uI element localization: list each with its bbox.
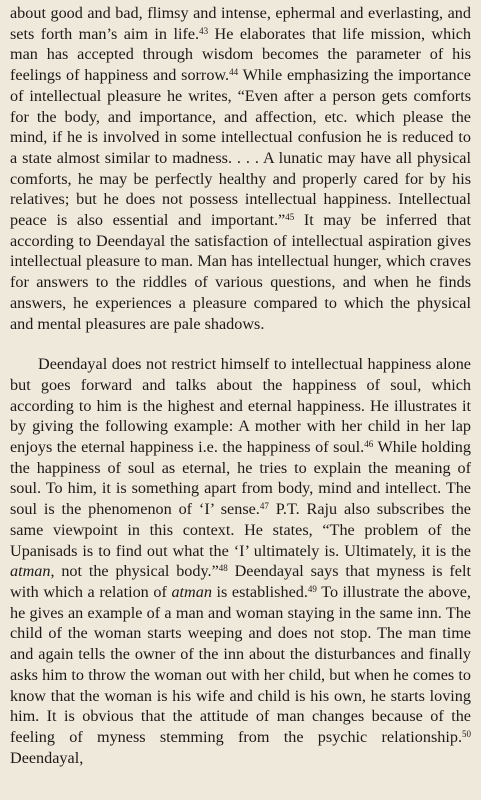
footnote-ref: 45	[285, 212, 295, 223]
text-run: While emphasizing the importance of intellectual pleasure he writes, “Even after a person gets comforts for the body, and importance, and affection, etc. which please the mind, if he is involved in some intellectual confusion he is reduced to a state almost similar to madness. . . . A lunatic may have all physical comforts, he may be perfectly healthy and properly cared for by his relatives; but he does not possess intellectual happiness. Intellectual peace is also essential and important.”	[10, 66, 471, 230]
text-run: is established.	[211, 582, 308, 601]
footnote-ref: 44	[229, 67, 239, 78]
text-run: about good and bad, flimsy and intense, ephermal and everlasting, and sets forth man’s aim in life.	[10, 4, 471, 43]
paragraph-intellectual-happiness	[10, 3, 471, 334]
text-run: It may be inferred that according to Deendayal the satisfaction of intellectual aspiration gives intellectual pleasure to man. Man has intellectual hunger, which craves for answers to the riddles of various questions, and when he finds answers, he experiences a pleasure compared to which the physical and mental pleasures are pale shadows.	[10, 211, 471, 333]
text-run: He elaborates that life mission, which man has accepted through wisdom becomes the parameter of his feelings of happiness and sorrow.	[10, 24, 471, 85]
text-run: P.T. Raju also subscribes the same viewpoint in this context. He states, “The problem of the Upanisads is to find out what the ‘I’ ultimately is. Ultimately, it is the	[10, 500, 471, 560]
text-run: Deendayal,	[10, 748, 84, 767]
text-run: Deendayal says that myness is felt with which a relation of	[10, 562, 471, 601]
text-run: To illustrate the above, he gives an example of a man and woman staying in the same inn. The child of the woman starts weeping and does not stop. The man time and again tells the owner of the inn about the disturbances and finally asks him to throw the woman out with her child, but when he comes to know that the woman is his wife and child is his own, he starts loving him. It is obvious that the attitude of man changes because of the feeling of myness stemming from the psychic relationship.	[10, 582, 471, 746]
footnote-ref: 43	[199, 25, 209, 36]
footnote-ref: 49	[307, 583, 317, 594]
italic-term: atman	[10, 562, 51, 581]
text-run: , not the physical body.”	[50, 562, 219, 581]
text-run: While holding the happiness of soul as eternal, he tries to explain the meaning of soul. To him, it is something apart from body, mind and intellect. The soul is the phenomenon of ‘I’ sense.	[10, 438, 471, 519]
italic-term: atman	[171, 582, 212, 601]
footnote-ref: 46	[364, 439, 374, 450]
paragraph-happiness-of-soul	[10, 354, 471, 768]
footnote-ref: 50	[462, 728, 471, 739]
footnote-ref: 47	[259, 501, 269, 512]
footnote-ref: 48	[218, 563, 228, 574]
text-run: Deendayal does not restrict himself to intellectual happiness alone but goes forward and talks about the happiness of soul, which according to him is the highest and eternal happiness. He illustrates it by giving the following example: A mother with her child in her lap enjoys the eternal happiness i.e. the happiness of soul.	[10, 355, 471, 457]
